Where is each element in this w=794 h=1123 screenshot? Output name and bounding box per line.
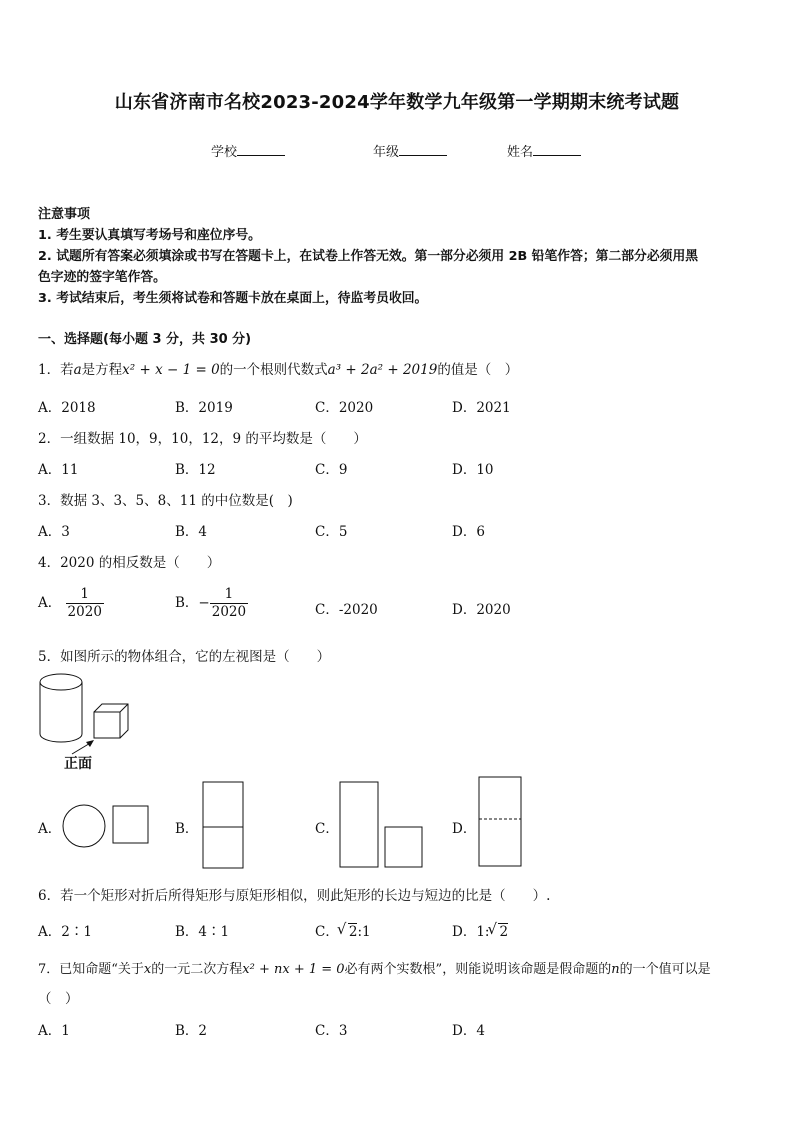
name-field [507,141,581,160]
q4-option-d[interactable]: D．2020 [452,602,511,618]
section-title: 一、选择题(每小题 3 分，共 30 分) [38,332,252,347]
q4-option-b[interactable]: B．− $\frac{1}{2020}$ [175,586,247,620]
school-blank[interactable] [237,143,285,156]
equation: x² + nx + 1 = 0 [242,962,345,977]
grade-field [373,141,447,160]
q3-option-a[interactable]: A．3 [38,524,70,540]
q7-option-c[interactable]: C．3 [315,1023,348,1039]
q1-option-b[interactable]: B．2019 [175,400,233,416]
grade-blank[interactable] [399,143,447,156]
q2-option-d[interactable]: D．10 [452,462,494,478]
question-3-stem: 3．数据 3、3、5、8、11 的中位数是( ) [38,493,293,509]
q3-option-b[interactable]: B．4 [175,524,208,540]
exam-title: 山东省济南市名校2023-2024学年数学九年级第一学期期末统考试题 [114,92,680,113]
q5-option-a-label[interactable]: A． [38,821,62,837]
note-item: 色字迹的签字笔作答。 [38,270,166,285]
q7-option-d[interactable]: D．4 [452,1023,485,1039]
sqrt-2: √ 2 [498,923,508,940]
note-item: 3. 考试结束后，考生须将试卷和答题卡放在桌面上，待监考员收回。 [38,291,428,306]
q3-option-d[interactable]: D．6 [452,524,485,540]
question-5-stem: 5．如图所示的物体组合，它的左视图是（ ） [38,649,331,665]
question-2-stem: 2．一组数据 10，9，10，12，9 的平均数是（ ） [38,431,367,447]
q2-option-b[interactable]: B．12 [175,462,216,478]
sqrt-2: √ 2 [348,923,358,940]
q6-option-a[interactable]: A．2∶1 [38,924,92,940]
q7-option-a[interactable]: A．1 [38,1023,70,1039]
name-blank[interactable] [533,143,581,156]
grade-label: 年级 [373,145,400,160]
q5-option-b-label[interactable]: B． [175,821,199,837]
q3-option-c[interactable]: C．5 [315,524,348,540]
note-item: 2. 试题所有答案必须填涂或书写在答题卡上，在试卷上作答无效。第一部分必须用 2B 铅笔作答；第二部分必须用黑 [38,249,699,264]
question-7-stem-line2: （ ） [38,991,79,1007]
fraction: $\frac{1}{2020}$ [211,586,247,620]
q2-option-a[interactable]: A．11 [38,462,79,478]
var-a: a [73,362,82,378]
q5-option-d-label[interactable]: D． [452,821,477,837]
q1-option-c[interactable]: C．2020 [315,400,374,416]
q4-option-a[interactable]: A． $\frac{1}{2020}$ [38,586,102,620]
q6-option-c[interactable]: C．√ 2:1 [315,920,371,940]
q4-option-c[interactable]: C．-2020 [315,602,378,618]
q1-option-a[interactable]: A．2018 [38,400,96,416]
q5-option-a-figure[interactable] [62,804,152,850]
expression: a³ + 2a² + 2019 [327,362,438,378]
q7-option-b[interactable]: B．2 [175,1023,208,1039]
school-label: 学校 [211,145,238,160]
fraction: $\frac{1}{2020}$ [67,586,102,620]
question-4-stem: 4．2020 的相反数是（ ） [38,555,221,571]
q6-option-d[interactable]: D．1:√ 2 [452,920,508,940]
note-item: 1. 考生要认真填写考场号和座位序号。 [38,228,261,243]
question-6-stem: 6．若一个矩形对折后所得矩形与原矩形相似，则此矩形的长边与短边的比是（ ）. [38,888,551,904]
school-field [211,141,285,160]
q5-option-b-figure[interactable] [202,780,246,870]
q5-option-d-figure[interactable] [478,775,524,870]
notes-heading: 注意事项 [38,207,91,222]
question-1-stem: 1．若a是方程x² + x − 1 = 0的一个根则代数式a³ + 2a² + 2019的值是（ ） [38,362,519,378]
q6-option-b[interactable]: B．4∶1 [175,924,230,940]
name-label: 姓名 [507,145,534,160]
q1-option-d[interactable]: D．2021 [452,400,511,416]
q5-option-c-label[interactable]: C． [315,821,339,837]
minus-sign: − [198,595,210,611]
q2-option-c[interactable]: C．9 [315,462,348,478]
equation: x² + x − 1 = 0 [122,362,220,378]
q5-option-c-figure[interactable] [339,780,425,870]
front-label: 正面 [64,756,92,772]
question-7-stem: 7．已知命题“关于x的一元二次方程x² + nx + 1 = 0必有两个实数根”，则能说明该命题是假命题的n的一个值可以是 [38,962,711,977]
